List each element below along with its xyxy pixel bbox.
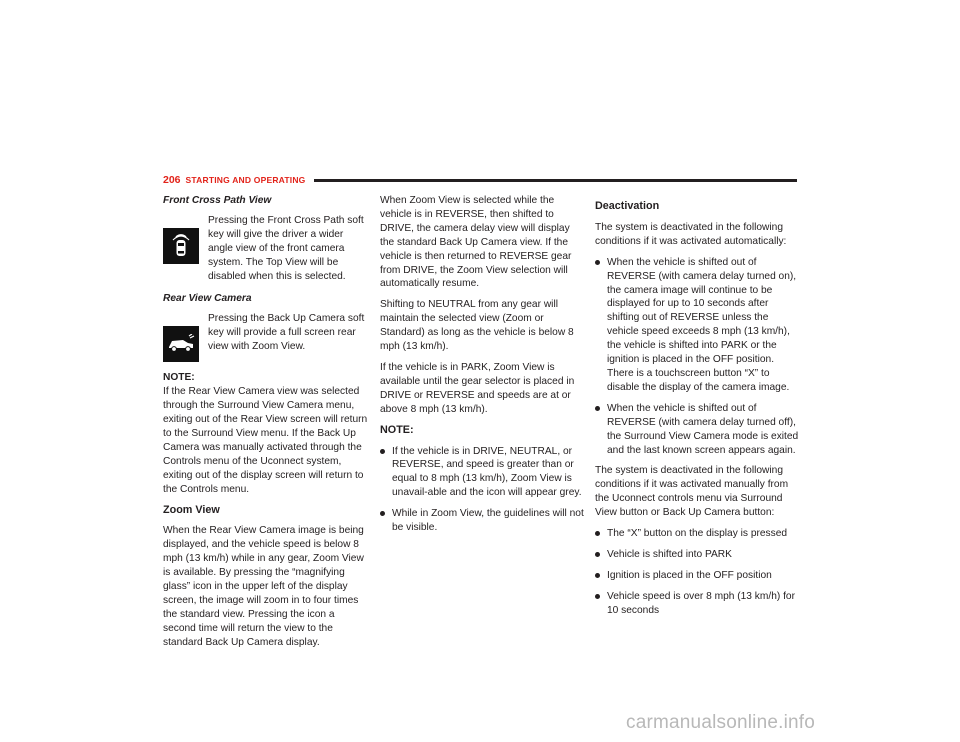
rear-view-text: Pressing the Back Up Camera soft key will provide a full screen rear view with Zoom View. — [208, 313, 365, 353]
list-item: Ignition is placed in the OFF position — [595, 569, 800, 583]
front-cross-path-icon — [163, 228, 199, 264]
list-item: Vehicle speed is over 8 mph (13 km/h) for 10 seconds — [595, 590, 800, 618]
page-header — [163, 173, 797, 187]
note-list — [380, 445, 584, 535]
front-cross-block — [163, 214, 368, 284]
list-item: If the vehicle is in DRIVE, NEUTRAL, or REVERSE, and speed is greater than or equal to 8 mph (13 km/h), Zoom View is unavail-able and the icon will appear grey. — [380, 445, 584, 501]
column-3 — [595, 194, 800, 625]
auto-deactivation-list — [595, 256, 800, 458]
list-item: When the vehicle is shifted out of REVERSE (with camera delay turned off), the Surround View Camera mode is exited and the last known screen appears again. — [595, 402, 800, 458]
page-number: 206 — [163, 174, 181, 186]
zoom-paragraph-2: When Zoom View is selected while the vehicle is in REVERSE, then shifted to DRIVE, the camera delay view will display the standard Back Up Camera view. If the vehicle is then returned to REVERSE gear from DRIVE, the Zoom View selection will automatically resume. — [380, 195, 572, 290]
note-text: If the Rear View Camera view was selected through the Surround View Camera menu, exiting out of the Rear View screen will return to the Surround View menu. If the Back Up Camera was manually activated through the Controls menu of the Uconnect system, exiting out of the display screen will return to the Controls menu. — [163, 386, 368, 495]
deactivation-heading: Deactivation — [595, 200, 660, 212]
column-2 — [380, 194, 584, 542]
manual-deactivation-intro: The system is deactivated in the following conditions if it was activated manually from the Uconnect controls menu via Surround View button or Back Up Camera button: — [595, 465, 789, 519]
front-cross-text: Pressing the Front Cross Path soft key will give the driver a wider angle view of the front camera system. The Top View will be disabled when this is selected. — [208, 214, 364, 282]
note-label: NOTE: — [163, 372, 195, 384]
zoom-paragraph-1: When the Rear View Camera image is being displayed, and the vehicle speed is below 8 mph (13 km/h) while in any gear, Zoom View is available. By pressing the “magnifying glass” icon in the upper left of the display screen, the image will zoom in to four times the standard view. Pressing the icon a second time will return the view to the standard Back Up Camera display. — [163, 525, 364, 648]
section-title: STARTING AND OPERATING — [185, 175, 306, 185]
rear-view-title: Rear View Camera — [163, 293, 252, 305]
rear-camera-icon — [163, 326, 199, 362]
list-item: While in Zoom View, the guidelines will not be visible. — [380, 507, 584, 535]
zoom-paragraph-4: If the vehicle is in PARK, Zoom View is available until the gear selector is placed in DRIVE or REVERSE and speeds are at or above 8 mph (13 km/h). — [380, 361, 575, 415]
manual-deactivation-list — [595, 527, 800, 618]
note-label-2: NOTE: — [380, 423, 414, 436]
watermark[interactable]: carmanualsonline.info — [626, 712, 816, 733]
zoom-paragraph-3: Shifting to NEUTRAL from any gear will maintain the selected view (Zoom or Standard) as long as the vehicle is below 8 mph (13 km/h). — [380, 299, 574, 353]
column-1 — [163, 194, 368, 657]
deactivation-intro: The system is deactivated in the following conditions if it was activated automatically: — [595, 221, 787, 247]
zoom-view-heading: Zoom View — [163, 503, 220, 516]
list-item: The “X” button on the display is pressed — [595, 527, 800, 541]
list-item: When the vehicle is shifted out of REVERSE (with camera delay turned on), the camera image will continue to be displayed for up to 10 seconds after shifting out of REVERSE unless the vehicle speed exceeds 8 mph (13 km/h), the vehicle is shifted into PARK or the ignition is placed in the OFF position. There is a touchscreen button “X” to disable the display of the camera image. — [595, 256, 800, 395]
front-cross-title: Front Cross Path View — [163, 195, 272, 206]
list-item: Vehicle is shifted into PARK — [595, 548, 800, 562]
rear-view-block — [163, 312, 368, 362]
header-rule — [314, 179, 797, 182]
